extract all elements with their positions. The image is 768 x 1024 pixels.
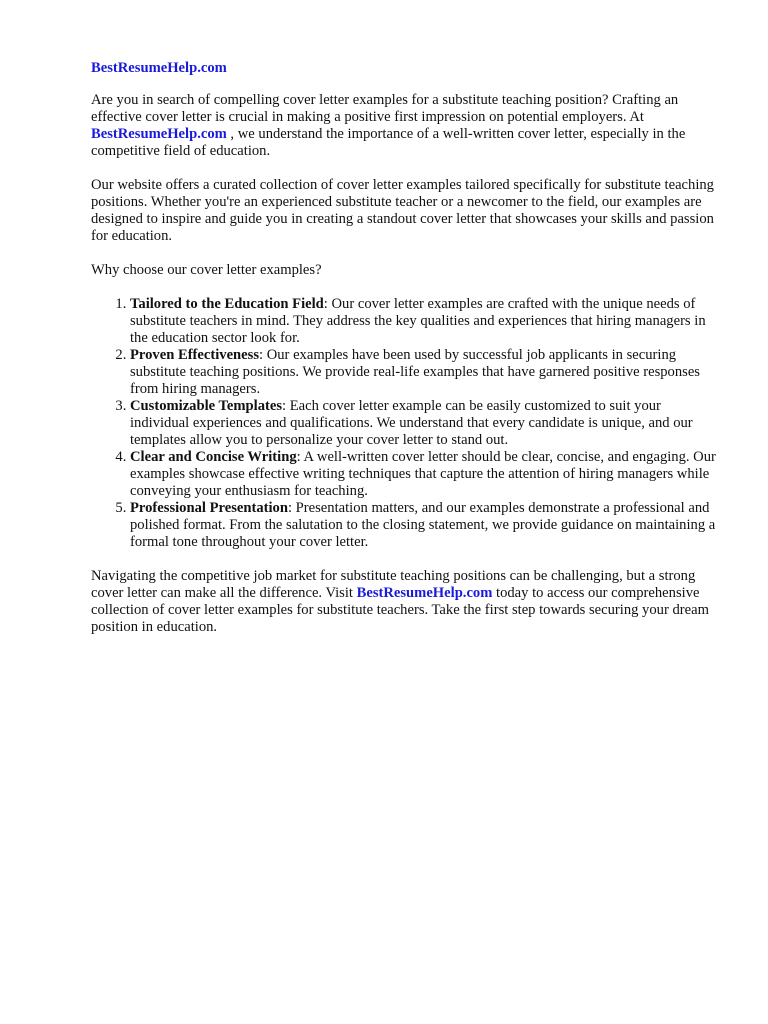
list-item — [130, 449, 723, 500]
list-item-separator: : — [296, 449, 304, 465]
closing-text-part1: Navigating the competitive job market for substitute teaching positions can be challenging, but a strong cover letter can make all the difference. Visit — [91, 568, 696, 601]
intro-paragraph — [91, 92, 723, 160]
list-item — [130, 500, 723, 551]
closing-text-part2: today to access our comprehensive collection of cover letter examples for substitute teachers. Take the first step towards securing your dream position in education. — [91, 585, 709, 635]
list-item-text: A well-written cover letter should be clear, concise, and engaging. Our examples showcase effective writing techniques that capture the attention of hiring managers while conveying your enthusiasm for teaching. — [130, 449, 716, 499]
list-item-title: Clear and Concise Writing — [130, 449, 297, 465]
benefits-list — [91, 296, 723, 551]
list-item-text: Our cover letter examples are crafted with the unique needs of substitute teachers in mind. They address the key qualities and experiences that hiring managers in the education sector look for. — [130, 296, 706, 346]
list-item-title: Proven Effectiveness — [130, 347, 260, 363]
offer-paragraph: Our website offers a curated collection of cover letter examples tailored specifically for substitute teaching positions. Whether you're an experienced substitute teacher or a newcomer to the field, our examples are designed to inspire and guide you in creating a standout cover letter that showcases your skills and passion for education. — [91, 177, 714, 244]
closing-paragraph — [91, 568, 723, 636]
list-item-text: Presentation matters, and our examples demonstrate a professional and polished format. From the salutation to the closing statement, we provide guidance on maintaining a formal tone throughout your cover letter. — [130, 500, 716, 550]
intro-site-link[interactable]: BestResumeHelp.com — [91, 126, 227, 142]
list-item — [130, 347, 723, 398]
site-title-link[interactable]: BestResumeHelp.com — [91, 60, 227, 76]
intro-text-part1: Are you in search of compelling cover letter examples for a substitute teaching position? Crafting an effective cover letter is crucial in making a positive first impression on potential employers. At — [91, 92, 679, 125]
list-item-text: Each cover letter example can be easily customized to suit your individual experiences and qualifications. We understand that every candidate is unique, and our templates allow you to personalize your cover letter to stand out. — [130, 398, 693, 448]
list-item — [130, 296, 723, 347]
site-title — [91, 60, 723, 77]
list-item-text: Our examples have been used by successful job applicants in securing substitute teaching positions. We provide real-life examples that have garnered positive responses from hiring managers. — [130, 347, 700, 397]
list-item — [130, 398, 723, 449]
document-page — [91, 60, 723, 653]
list-item-separator: : — [323, 296, 332, 312]
list-item-separator: : — [259, 347, 267, 363]
why-question: Why choose our cover letter examples? — [91, 262, 322, 278]
closing-site-link[interactable]: BestResumeHelp.com — [356, 585, 493, 601]
intro-text-part2: , we understand the importance of a well-written cover letter, especially in the competitive field of education. — [91, 126, 686, 159]
list-item-title: Tailored to the Education Field — [130, 296, 324, 312]
list-item-title: Professional Presentation — [130, 500, 288, 516]
list-item-separator: : — [282, 398, 290, 414]
list-item-separator: : — [287, 500, 296, 516]
list-item-title: Customizable Templates — [130, 398, 283, 414]
